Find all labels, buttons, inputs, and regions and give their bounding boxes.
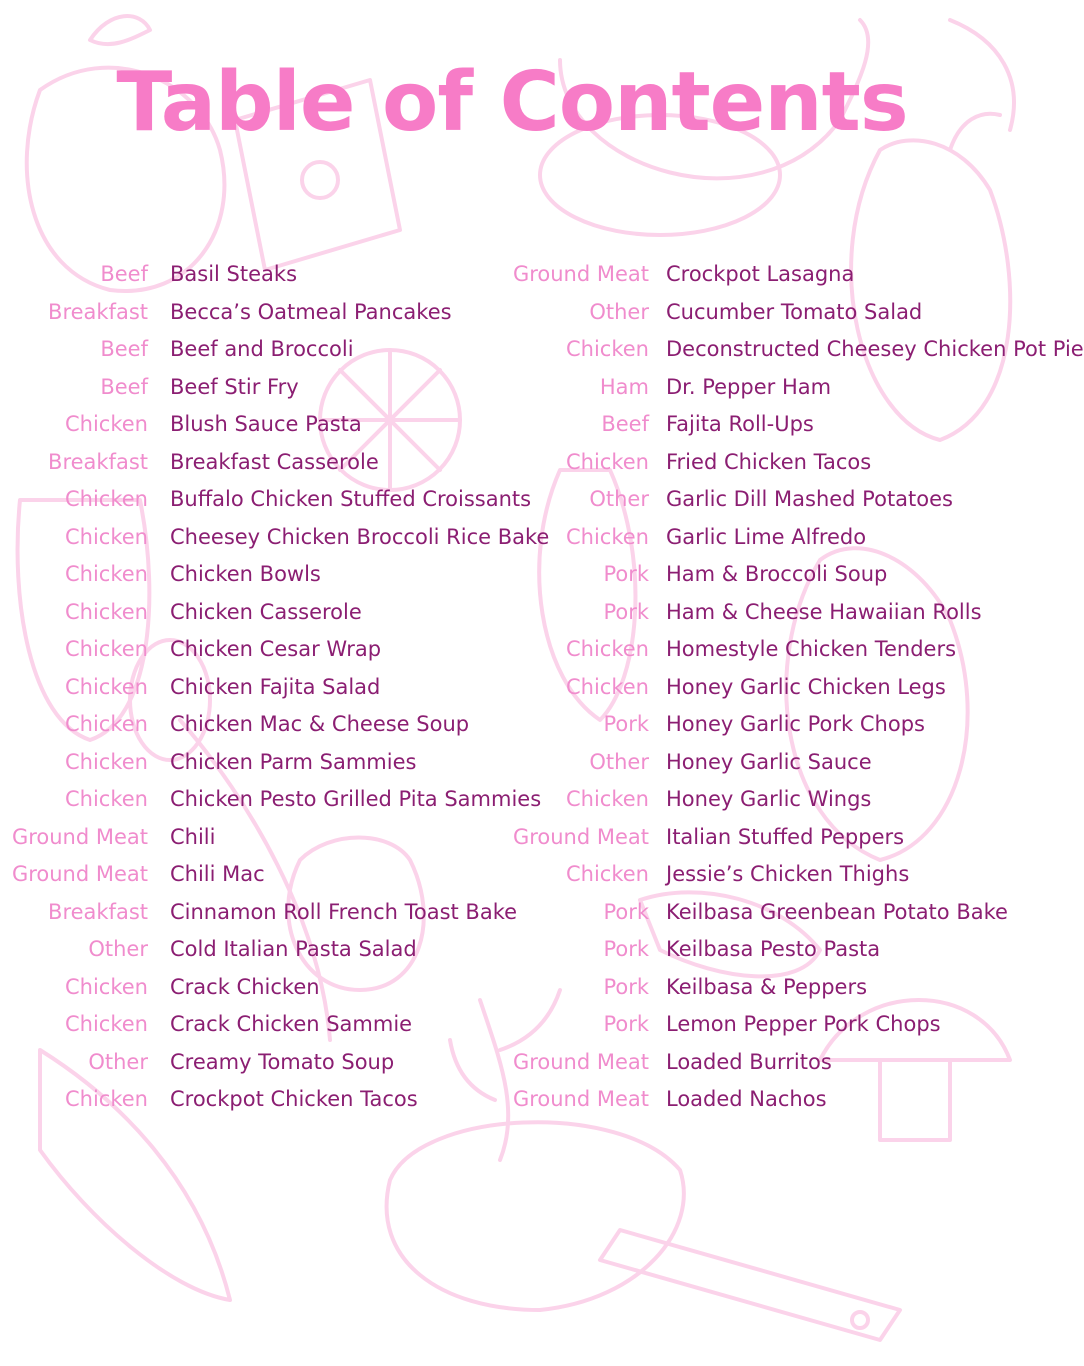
- entry-category: Pork: [603, 899, 649, 924]
- entry-category: Chicken: [566, 674, 649, 699]
- entry-category: Chicken: [65, 1087, 148, 1111]
- entry-category: Chicken: [566, 862, 649, 886]
- entry-recipe-name: Chicken Bowls: [170, 562, 321, 586]
- toc-entry: [512, 556, 1024, 594]
- toc-entry: [0, 744, 512, 782]
- toc-entry: [512, 856, 1024, 894]
- toc-entry: [512, 256, 1024, 294]
- toc-entry: [512, 969, 1024, 1007]
- toc-entry: [512, 1044, 1024, 1082]
- entry-category: Beef: [100, 374, 148, 399]
- toc-entry: [0, 669, 512, 707]
- entry-category: Chicken: [65, 712, 148, 736]
- toc-entry: [0, 594, 512, 632]
- toc-entry: [0, 294, 512, 332]
- toc-entry: [512, 894, 1024, 932]
- toc-entry: [512, 294, 1024, 332]
- entry-recipe-name: Beef and Broccoli: [170, 337, 354, 361]
- toc-entry: [0, 406, 512, 444]
- entry-recipe-name: Deconstructed Cheesey Chicken Pot Pie: [666, 337, 1084, 361]
- toc-entry: [0, 331, 512, 369]
- entry-recipe-name: Chicken Cesar Wrap: [170, 637, 382, 661]
- entry-category: Chicken: [65, 562, 148, 586]
- entry-recipe-name: Garlic Lime Alfredo: [666, 524, 867, 549]
- entry-recipe-name: Buffalo Chicken Stuffed Croissants: [170, 487, 532, 511]
- toc-entry: [0, 481, 532, 519]
- entry-recipe-name: Crockpot Lasagna: [666, 262, 855, 286]
- toc-entry: [0, 1044, 512, 1082]
- toc-entry: [512, 481, 1024, 519]
- entry-category: Beef: [100, 337, 148, 361]
- toc-entry: [512, 1006, 1024, 1044]
- entry-category: Chicken: [566, 337, 649, 361]
- entry-category: Chicken: [65, 1012, 148, 1036]
- entry-recipe-name: Crockpot Chicken Tacos: [170, 1087, 418, 1111]
- entry-category: Ham: [599, 374, 649, 399]
- toc-entry: [0, 519, 550, 557]
- page-title: Table of Contents: [116, 55, 908, 150]
- toc-entry: [0, 894, 518, 932]
- entry-recipe-name: Honey Garlic Pork Chops: [666, 712, 925, 736]
- entry-recipe-name: Becca’s Oatmeal Pancakes: [170, 299, 452, 324]
- toc-right-column: [512, 256, 1084, 1119]
- entry-category: Chicken: [566, 449, 649, 474]
- entry-recipe-name: Chili: [170, 824, 216, 849]
- entry-category: Other: [88, 1049, 148, 1074]
- entry-recipe-name: Dr. Pepper Ham: [666, 374, 832, 399]
- toc-entry: [512, 781, 1024, 819]
- entry-category: Ground Meat: [512, 824, 649, 849]
- entry-category: Chicken: [65, 599, 148, 624]
- entry-recipe-name: Italian Stuffed Peppers: [666, 824, 905, 849]
- entry-recipe-name: Garlic Dill Mashed Potatoes: [666, 487, 953, 511]
- entry-recipe-name: Blush Sauce Pasta: [170, 412, 362, 436]
- toc-entry: [512, 594, 1024, 632]
- toc-entry: [512, 369, 1024, 407]
- entry-recipe-name: Honey Garlic Sauce: [666, 749, 872, 774]
- toc-entry: [512, 631, 1024, 669]
- entry-category: Breakfast: [48, 449, 148, 474]
- toc-entry: [0, 369, 512, 407]
- entry-category: Breakfast: [48, 899, 148, 924]
- entry-category: Ground Meat: [11, 862, 148, 886]
- entry-recipe-name: Basil Steaks: [170, 262, 298, 286]
- entry-recipe-name: Chicken Pesto Grilled Pita Sammies: [170, 787, 542, 811]
- entry-category: Ground Meat: [512, 1087, 649, 1111]
- entry-recipe-name: Ham & Broccoli Soup: [666, 562, 888, 586]
- entry-category: Pork: [603, 937, 649, 961]
- entry-category: Breakfast: [48, 299, 148, 324]
- toc-entry: [0, 444, 512, 482]
- entry-category: Beef: [601, 412, 649, 436]
- toc-entry: [0, 631, 512, 669]
- entry-category: Chicken: [566, 787, 649, 811]
- entry-category: Chicken: [65, 674, 148, 699]
- toc-entry: [512, 744, 1024, 782]
- entry-recipe-name: Cinnamon Roll French Toast Bake: [170, 899, 518, 924]
- toc-entry: [512, 931, 1024, 969]
- entry-recipe-name: Chicken Fajita Salad: [170, 674, 381, 699]
- entry-recipe-name: Chicken Casserole: [170, 599, 362, 624]
- toc-entry: [0, 819, 512, 857]
- entry-recipe-name: Lemon Pepper Pork Chops: [666, 1012, 941, 1036]
- entry-recipe-name: Fajita Roll-Ups: [666, 412, 814, 436]
- entry-recipe-name: Honey Garlic Chicken Legs: [666, 674, 946, 699]
- entry-category: Other: [589, 487, 649, 511]
- entry-category: Chicken: [566, 637, 649, 661]
- entry-category: Pork: [603, 974, 649, 999]
- toc-entry: [512, 706, 1024, 744]
- entry-category: Pork: [603, 1012, 649, 1036]
- toc-entry: [512, 444, 1024, 482]
- entry-recipe-name: Creamy Tomato Soup: [170, 1049, 395, 1074]
- toc-entry: [512, 331, 1084, 369]
- entry-recipe-name: Fried Chicken Tacos: [666, 449, 872, 474]
- entry-category: Ground Meat: [512, 1049, 649, 1074]
- toc-entry: [512, 819, 1024, 857]
- entry-category: Chicken: [65, 412, 148, 436]
- entry-recipe-name: Cold Italian Pasta Salad: [170, 937, 417, 961]
- toc-entry: [0, 931, 512, 969]
- entry-recipe-name: Loaded Nachos: [666, 1087, 827, 1111]
- toc-left-column: [0, 256, 550, 1119]
- entry-recipe-name: Keilbasa Greenbean Potato Bake: [666, 899, 1008, 924]
- entry-category: Chicken: [65, 524, 148, 549]
- toc-entry: [0, 856, 512, 894]
- toc-entry: [0, 969, 512, 1007]
- toc-entry: [0, 1006, 512, 1044]
- entry-recipe-name: Cucumber Tomato Salad: [666, 299, 923, 324]
- toc-entry: [0, 706, 512, 744]
- toc-entry: [512, 406, 1024, 444]
- entry-recipe-name: Chicken Mac & Cheese Soup: [170, 712, 470, 736]
- toc-entry: [0, 781, 542, 819]
- entry-recipe-name: Cheesey Chicken Broccoli Rice Bake: [170, 524, 550, 549]
- entry-category: Ground Meat: [512, 262, 649, 286]
- entry-recipe-name: Chili Mac: [170, 862, 265, 886]
- entry-category: Pork: [603, 712, 649, 736]
- entry-recipe-name: Breakfast Casserole: [170, 449, 379, 474]
- entry-category: Chicken: [65, 487, 148, 511]
- entry-recipe-name: Keilbasa Pesto Pasta: [666, 937, 881, 961]
- entry-recipe-name: Crack Chicken Sammie: [170, 1012, 413, 1036]
- entry-category: Chicken: [65, 974, 148, 999]
- entry-recipe-name: Beef Stir Fry: [170, 374, 299, 399]
- entry-category: Pork: [603, 599, 649, 624]
- toc-entry: [512, 1081, 1024, 1119]
- entry-category: Ground Meat: [11, 824, 148, 849]
- entry-recipe-name: Honey Garlic Wings: [666, 787, 872, 811]
- entry-category: Other: [88, 937, 148, 961]
- entry-recipe-name: Homestyle Chicken Tenders: [666, 637, 957, 661]
- entry-recipe-name: Crack Chicken: [170, 974, 320, 999]
- entry-recipe-name: Loaded Burritos: [666, 1049, 832, 1074]
- toc-entry: [0, 556, 512, 594]
- entry-category: Chicken: [65, 637, 148, 661]
- entry-category: Chicken: [65, 787, 148, 811]
- toc-entry: [0, 1081, 512, 1119]
- entry-recipe-name: Ham & Cheese Hawaiian Rolls: [666, 599, 982, 624]
- toc-entry: [0, 256, 512, 294]
- entry-category: Beef: [100, 262, 148, 286]
- entry-category: Pork: [603, 562, 649, 586]
- entry-category: Chicken: [566, 524, 649, 549]
- entry-category: Chicken: [65, 749, 148, 774]
- toc-entry: [512, 669, 1024, 707]
- entry-recipe-name: Chicken Parm Sammies: [170, 749, 417, 774]
- entry-category: Other: [589, 299, 649, 324]
- entry-category: Other: [589, 749, 649, 774]
- entry-recipe-name: Keilbasa & Peppers: [666, 974, 868, 999]
- entry-recipe-name: Jessie’s Chicken Thighs: [666, 862, 910, 886]
- toc-entry: [512, 519, 1024, 557]
